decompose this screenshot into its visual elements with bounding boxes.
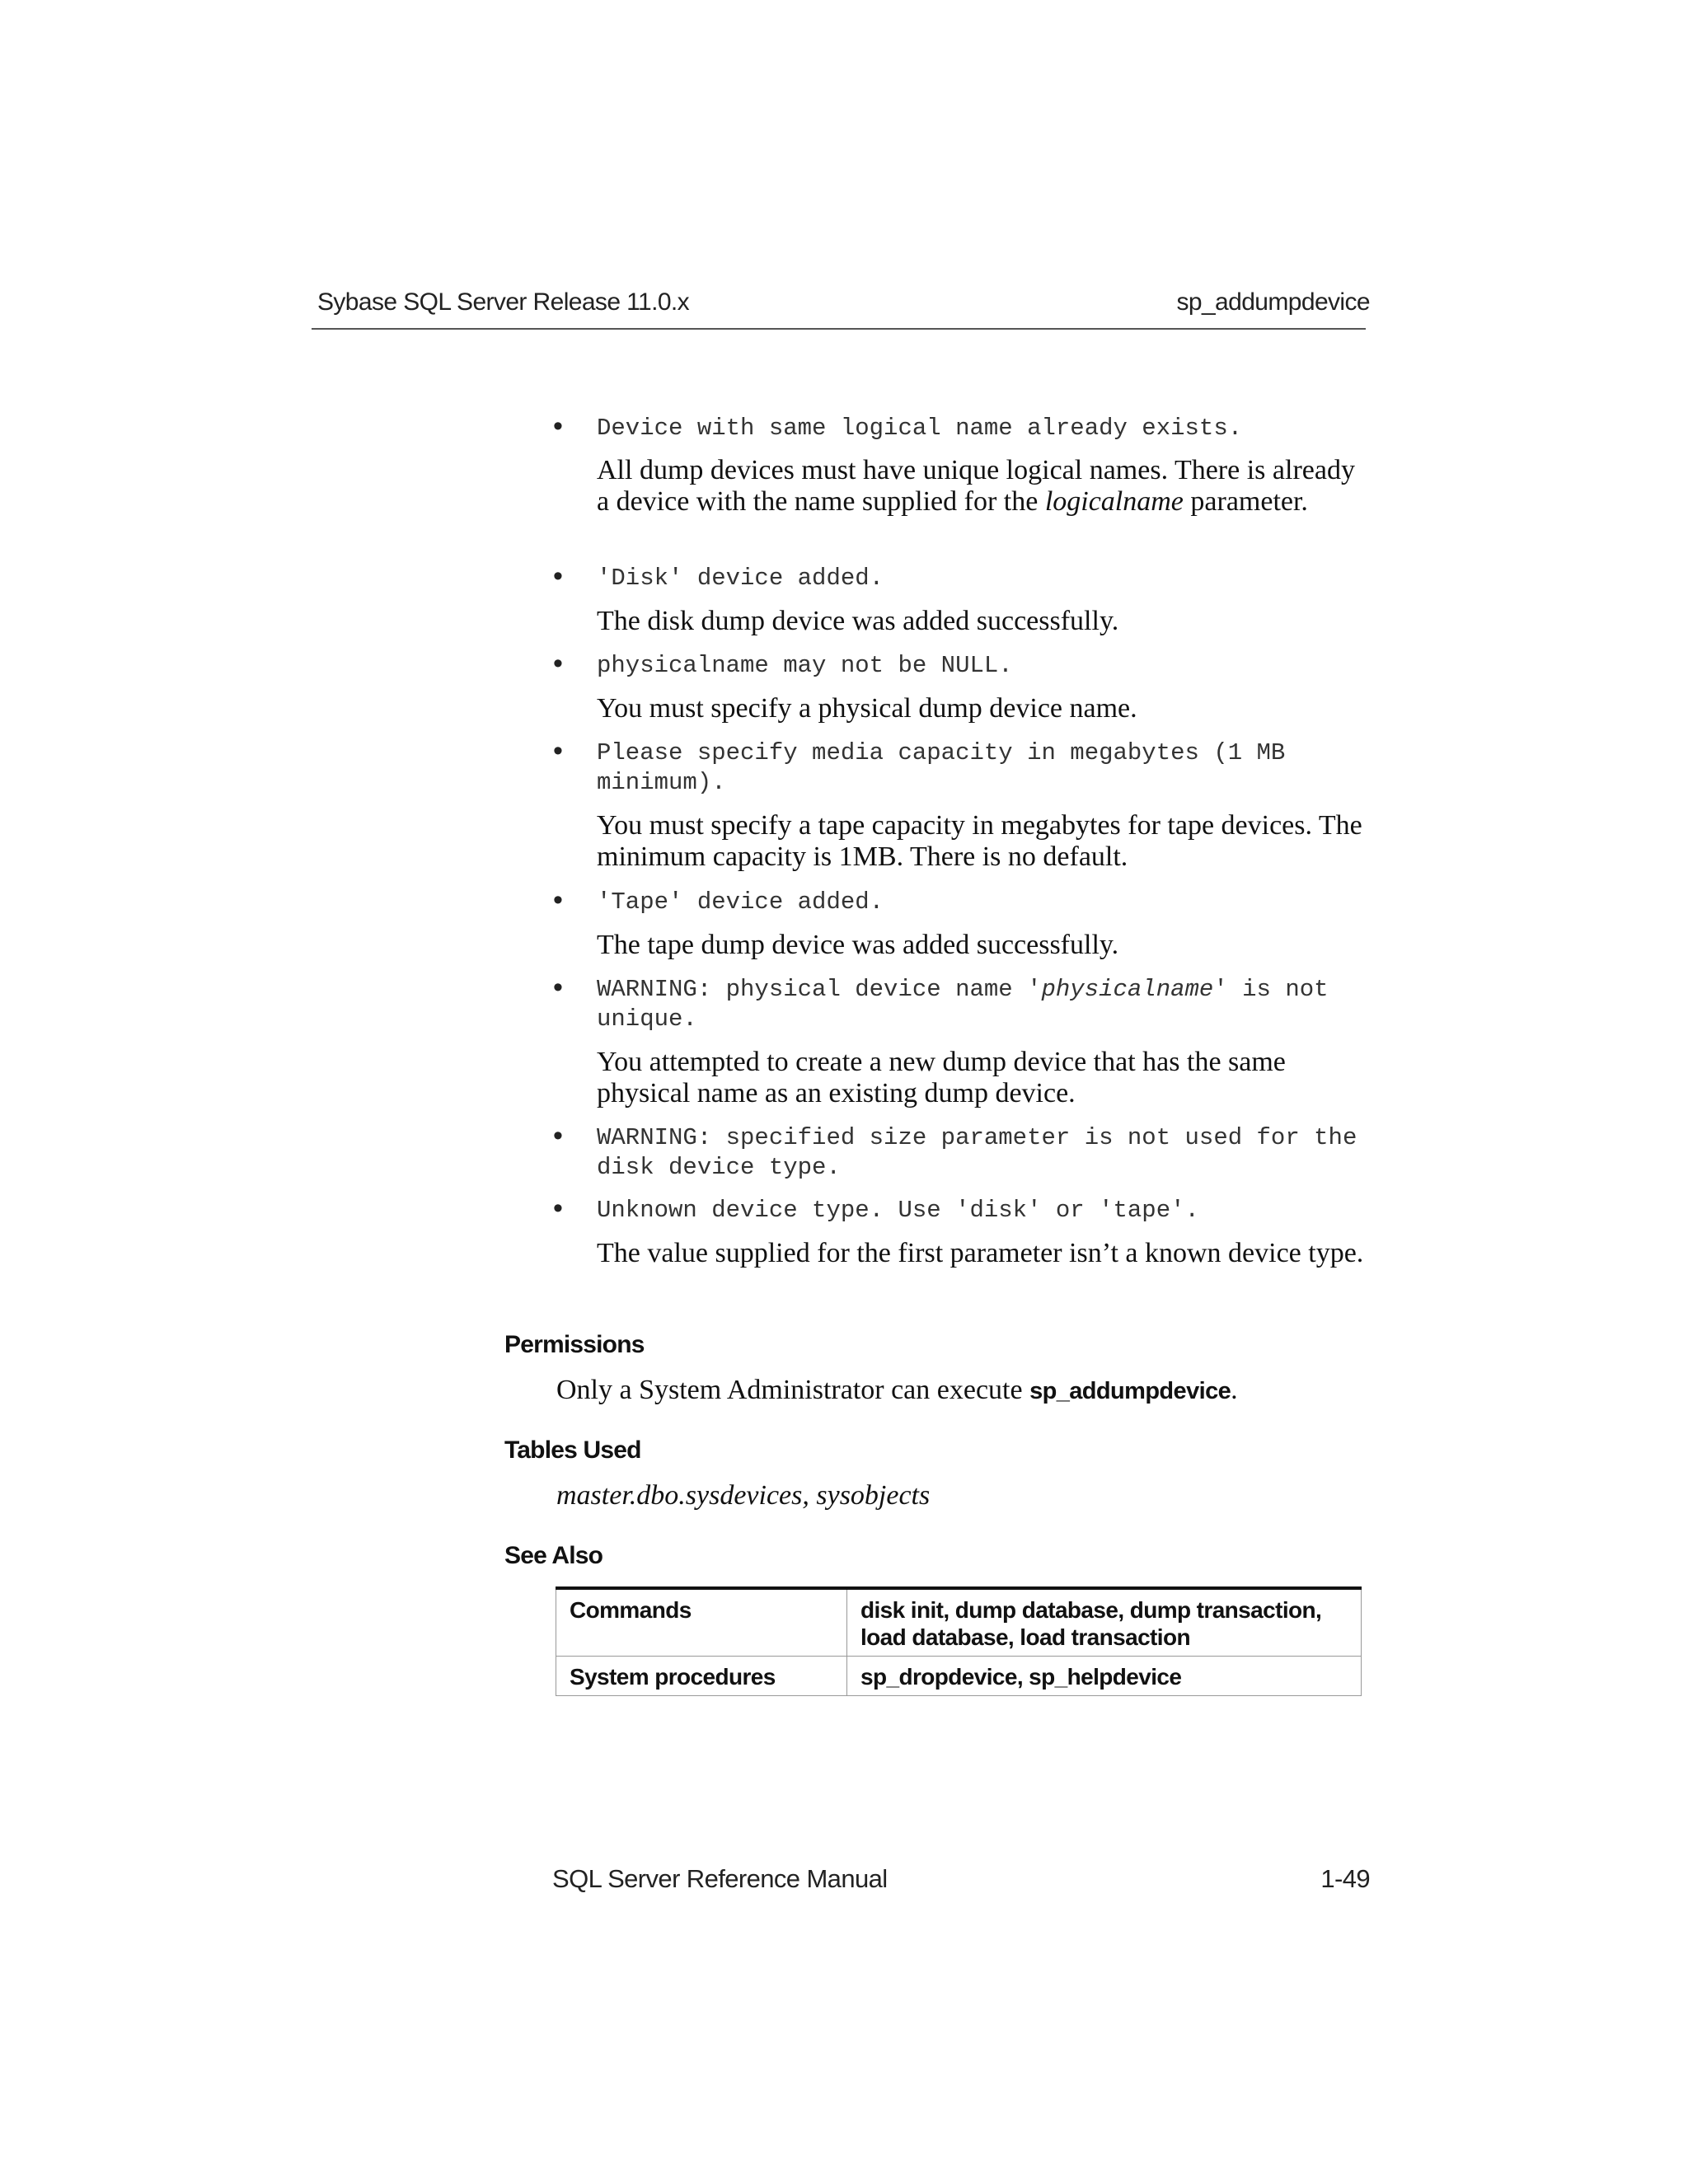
message-code: Please specify media capacity in megabytes (1 MB minimum). [597,739,1300,796]
message-code: 'Tape' device added. [597,888,884,916]
see-also-table [556,1586,1362,1696]
bullet-icon: • [553,648,563,679]
header-rule [312,328,1366,330]
table-row [556,1657,1362,1696]
message-code: Device with same logical name already exists. [597,415,1243,442]
bullet-icon: • [553,560,563,592]
permissions-text: Only a System Administrator can execute sp_addumpdevice. [556,1375,1238,1405]
message-description: All dump devices must have unique logical names. There is already a device with the name supplied for the logicalname parameter. [597,455,1355,517]
table-cell-value: sp_dropdevice, sp_helpdevice [847,1657,1362,1696]
message-code: Unknown device type. Use 'disk' or 'tape'. [597,1197,1199,1224]
header-title: Sybase SQL Server Release 11.0.x [317,288,690,316]
page-number: 1-49 [1320,1864,1370,1893]
table-row [556,1588,1362,1657]
table-cell-label: System procedures [556,1657,847,1696]
table-cell-value: disk init, dump database, dump transaction, load database, load transaction [847,1588,1362,1657]
message-description: The value supplied for the first parameter isn’t a known device type. [597,1238,1364,1268]
bullet-icon: • [553,1120,563,1151]
message-code: physicalname may not be NULL. [597,652,1013,679]
message-description: You attempted to create a new dump device that has the same physical name as an existing dump device. [597,1047,1286,1108]
permissions-heading: Permissions [504,1331,645,1358]
footer-title: SQL Server Reference Manual [552,1864,888,1893]
header-section: sp_addumpdevice [1176,288,1370,316]
bullet-icon: • [553,410,563,442]
bullet-icon: • [553,1193,563,1224]
tables-used-text: master.dbo.sysdevices, sysobjects [556,1480,931,1511]
bullet-icon: • [553,735,563,766]
message-description: The disk dump device was added successfully. [597,606,1119,636]
message-description: You must specify a physical dump device name. [597,693,1137,724]
bullet-icon: • [553,972,563,1003]
tables-used-heading: Tables Used [504,1436,641,1464]
message-description: You must specify a tape capacity in megabytes for tape devices. The minimum capacity is 1MB. There is no default. [597,810,1362,872]
see-also-heading: See Also [504,1542,603,1569]
message-code: WARNING: physical device name 'physicalname' is not unique. [597,976,1343,1033]
message-code: 'Disk' device added. [597,565,884,592]
message-description: The tape dump device was added successfully. [597,930,1119,960]
table-cell-label: Commands [556,1588,847,1657]
message-code: WARNING: specified size parameter is not used for the disk device type. [597,1124,1372,1181]
bullet-icon: • [553,884,563,916]
